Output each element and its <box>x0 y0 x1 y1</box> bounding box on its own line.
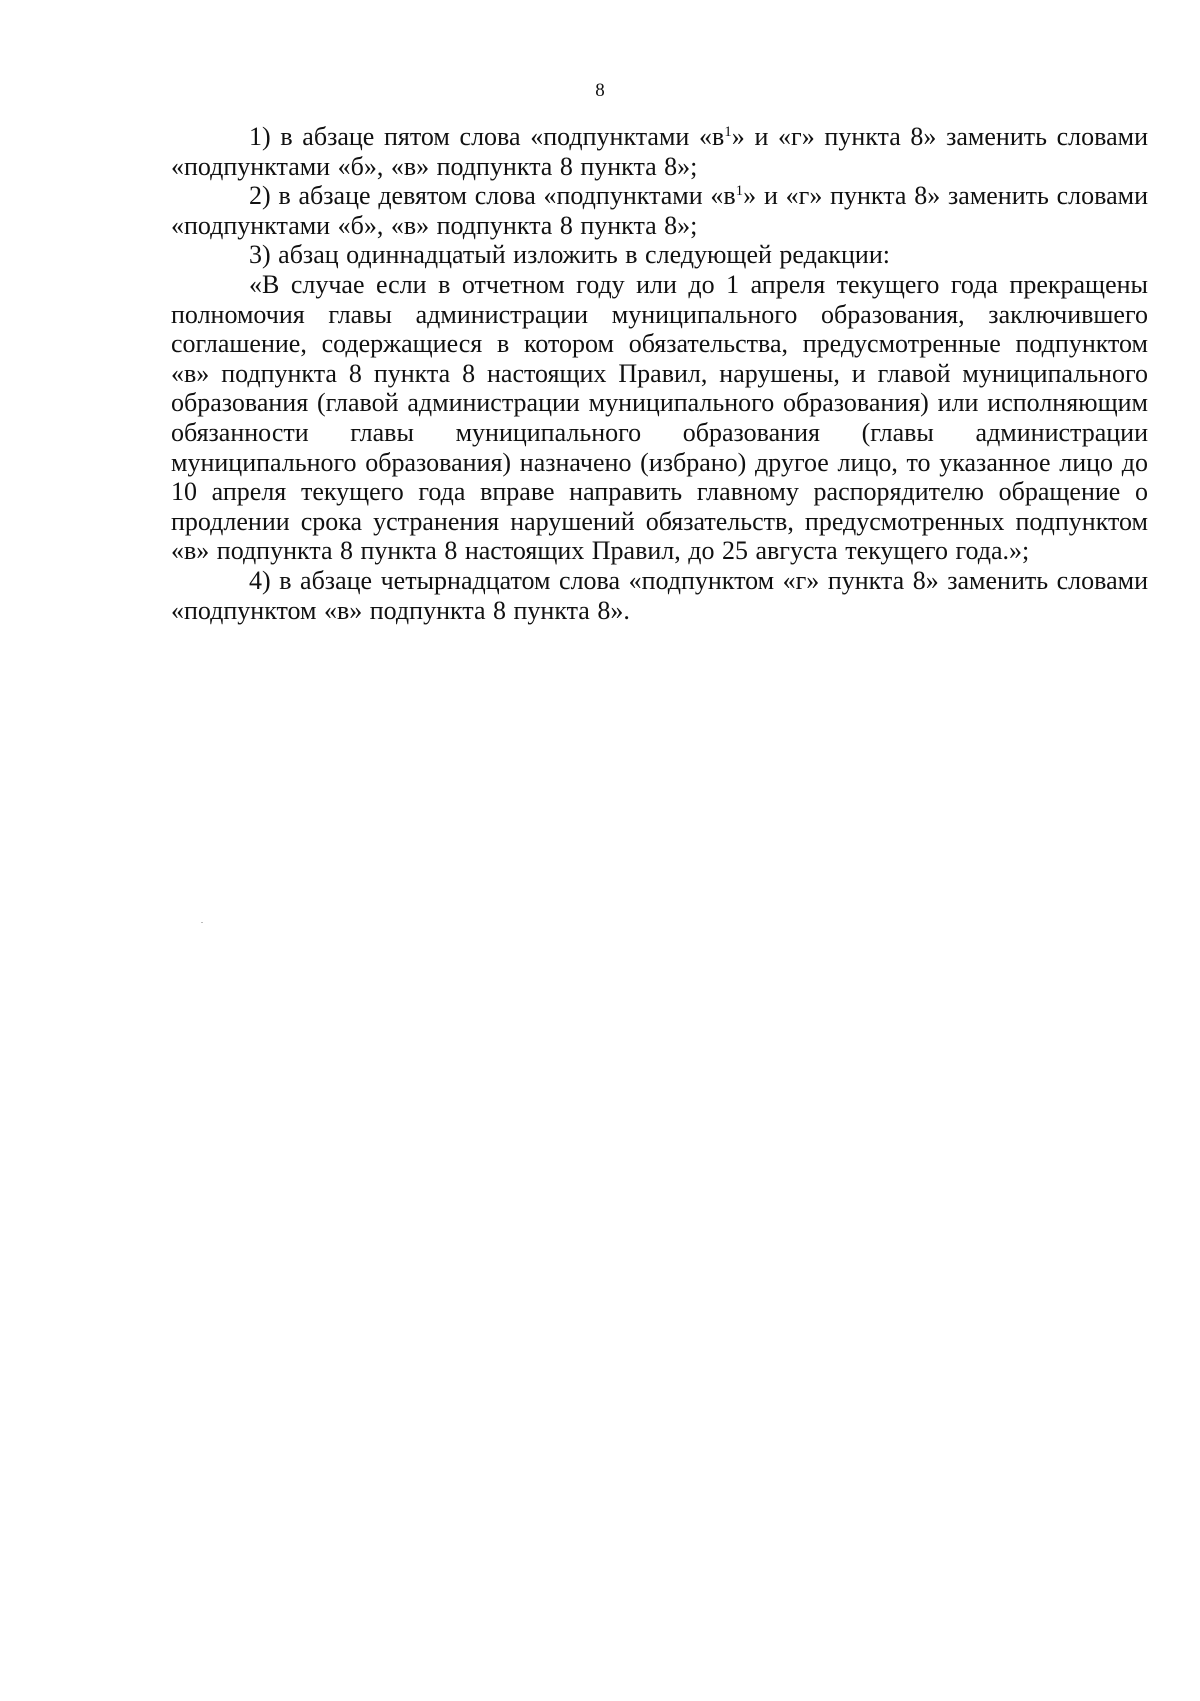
paragraph-2 <box>171 181 1148 240</box>
page-number: 8 <box>595 80 605 101</box>
paragraph-1-text-start: 1) в абзаце пятом слова «подпунктами «в <box>249 122 725 151</box>
paragraph-4-quoted-text: «В случае если в отчетном году или до 1 апреля текущего года прекращены полномочия главы администрации муниципального образования, заключившего соглашение, содержащиеся в котором обязательства, предусмотренные подпунктом «в» подпункта 8 пункта 8 настоящих Правил, нарушены, и главой муниципального образования (главой администрации муниципального образования) или исполняющим обязанности главы муниципального образования (главы администрации муниципального образования) назначено (избрано) другое лицо, то указанное лицо до 10 апреля текущего года вправе направить главному распорядителю обращение о продлении срока устранения нарушений обязательств, предусмотренных подпунктом «в» подпункта 8 пункта 8 настоящих Правил, до 25 августа текущего года.»; <box>171 269 1148 566</box>
paragraph-2-text-end: » и «г» пункта 8» заменить словами «подпунктами «б», «в» подпункта 8 пункта 8»; <box>171 181 1148 240</box>
document-body <box>171 122 1148 625</box>
scan-speck <box>201 922 203 923</box>
paragraph-2-text-start: 2) в абзаце девятом слова «подпунктами «в <box>249 181 736 211</box>
superscript-1: 1 <box>724 124 732 140</box>
paragraph-5: 4) в абзаце четырнадцатом слова «подпунктом «г» пункта 8» заменить словами «подпунктом «в» подпункта 8 пункта 8». <box>171 565 1148 625</box>
superscript-1: 1 <box>735 183 744 200</box>
paragraph-1 <box>171 122 1148 181</box>
paragraph-1-text-end: » и «г» пункта 8» заменить словами «подпунктами «б», «в» подпункта 8 пункта 8»; <box>171 122 1148 181</box>
paragraph-3: 3) абзац одиннадцатый изложить в следующей редакции: <box>249 240 890 270</box>
